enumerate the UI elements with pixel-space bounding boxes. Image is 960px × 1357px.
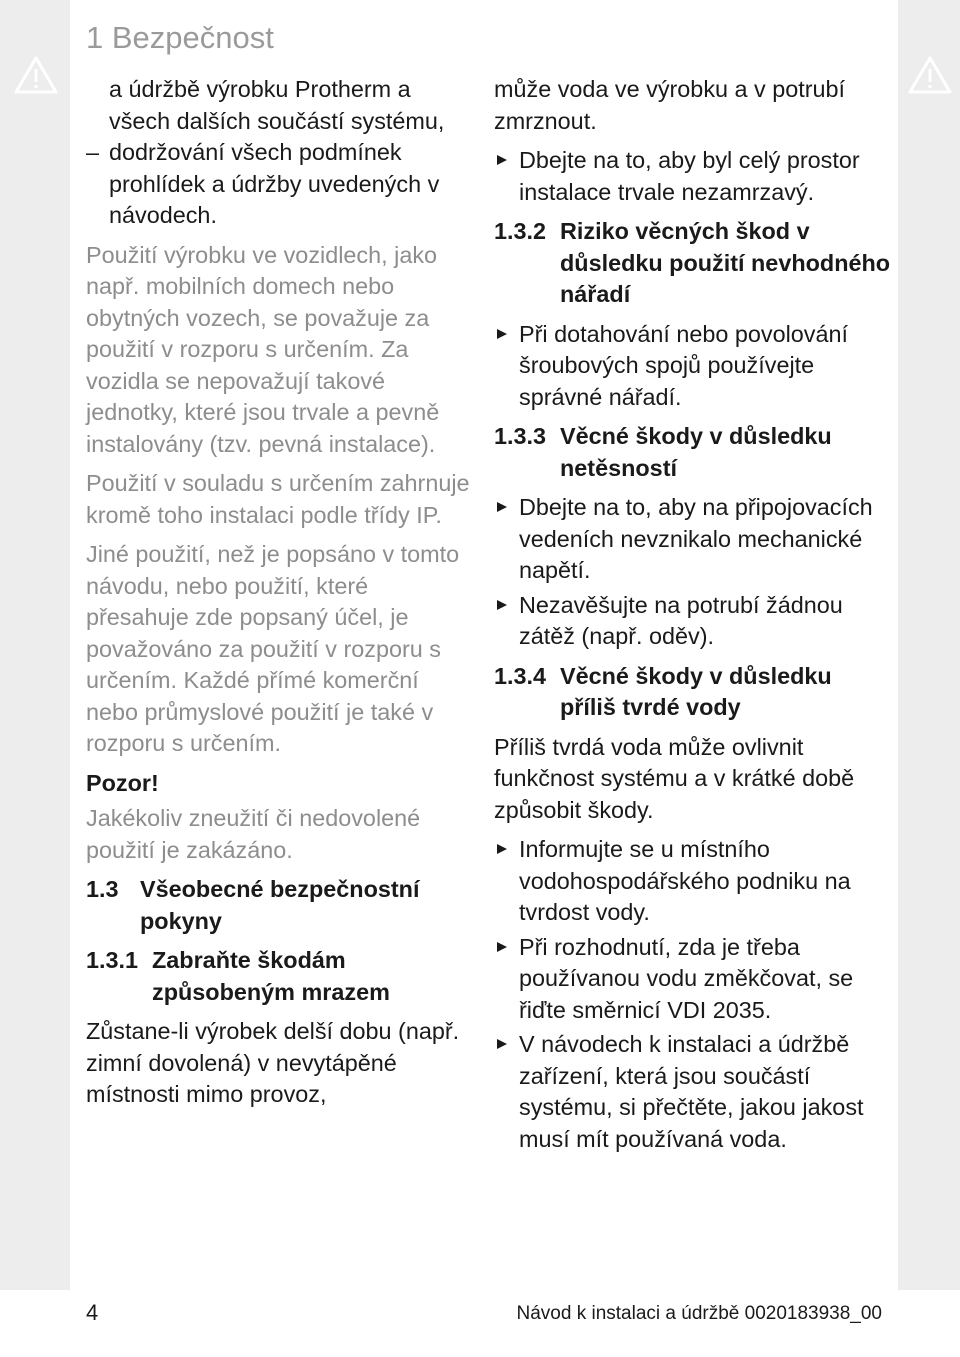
section-heading-1-3-4 [494, 661, 894, 724]
paragraph-frost-continued: může voda ve výrobku a v potrubí zmrznout. [494, 76, 846, 134]
instruction-step [494, 932, 894, 1027]
section-number: 1.3.4 [494, 662, 547, 689]
arrow-icon [494, 932, 519, 1027]
section-number: 1.3.3 [494, 423, 547, 449]
step-text: Při dotahování nebo povolování šroubových spojů používejte správné nářadí. [519, 320, 849, 410]
list-item-continuation: a údržbě výrobku Protherm a všech dalších součástí systému, [109, 76, 445, 134]
instruction-step [494, 492, 894, 587]
arrow-icon [494, 834, 519, 929]
arrow-icon [494, 319, 519, 414]
arrow-icon [494, 1029, 519, 1155]
instruction-step [494, 1029, 894, 1155]
arrow-icon [494, 492, 519, 587]
paragraph-vehicles: Použití výrobku ve vozidlech, jako např. mobilních domech nebo obytných vozech, se považuje za použití v rozporu s určením. Za vozidla se nepovažují takové jednotky, které jsou trvale a pevně instalovány (tzv. pevná instalace). [86, 241, 440, 457]
dash-marker: – [86, 139, 100, 165]
section-number: 1.3.1 [86, 947, 139, 973]
instruction-step [494, 590, 894, 653]
arrow-icon [494, 145, 519, 208]
instruction-step [494, 834, 894, 929]
paragraph-other-use: Jiné použití, než je popsáno v tomto návodu, nebo použití, které přesahuje zde popsaný účel, je považováno za použití v rozporu s určením. Každé přímé komerční nebo průmyslové použití je také v rozporu s určením. [86, 541, 460, 756]
left-column [86, 74, 471, 1119]
section-heading-1-3-1 [86, 945, 471, 1008]
instruction-step [494, 145, 894, 208]
arrow-icon [494, 590, 519, 653]
right-margin-bar [898, 0, 960, 1290]
step-text: Dbejte na to, aby byl celý prostor instalace trvale nezamrzavý. [519, 147, 860, 205]
warning-text: Jakékoliv zneužití či nedovolené použití je zakázáno. [86, 805, 421, 863]
section-title: Věcné škody v důsledku příliš tvrdé vody [560, 662, 832, 720]
section-title: Riziko věcných škod v důsledku použití nevhodného nářadí [560, 218, 891, 307]
section-number: 1.3.2 [494, 218, 547, 244]
left-margin-bar [0, 0, 70, 1290]
warning-label: Pozor! [86, 769, 159, 796]
step-text: Nezavěšujte na potrubí žádnou zátěž (např. oděv). [519, 591, 843, 649]
paragraph-hard-water: Příliš tvrdá voda může ovlivnit funkčnost systému a v krátké době způsobit škody. [494, 733, 855, 823]
warning-triangle-icon [14, 56, 58, 94]
section-title: Věcné škody v důsledku netěsností [560, 423, 832, 481]
paragraph-ip-class: Použití v souladu s určením zahrnuje kromě toho instalaci podle třídy IP. [86, 470, 470, 528]
section-heading-1-3-2 [494, 216, 894, 311]
section-title: Všeobecné bezpečnostní pokyny [140, 876, 420, 934]
section-heading-1-3-3 [494, 421, 894, 484]
list-item-text: dodržování všech podmínek prohlídek a údržby uvedených v návodech. [109, 139, 440, 228]
section-number: 1.3 [86, 876, 119, 902]
page-number: 4 [86, 1300, 99, 1325]
step-text: Dbejte na to, aby na připojovacích vedeních nevznikalo mechanické napětí. [519, 494, 873, 583]
document-reference: Návod k instalaci a údržbě 0020183938_00 [516, 1303, 882, 1324]
instruction-step [494, 319, 894, 414]
step-text: Při rozhodnutí, zda je třeba používanou vodu změkčovat, se řiďte směrnicí VDI 2035. [519, 933, 854, 1023]
list-item [86, 137, 471, 232]
warning-triangle-icon [908, 56, 952, 94]
chapter-title: 1 Bezpečnost [86, 20, 274, 55]
section-heading-1-3 [86, 874, 471, 937]
step-text: V návodech k instalaci a údržbě zařízení, která jsou součástí systému, si přečtěte, jakou jakost musí mít používaná voda. [519, 1031, 864, 1152]
paragraph-frost: Zůstane-li výrobek delší dobu (např. zimní dovolená) v nevytápěné místnosti mimo provoz, [86, 1018, 460, 1107]
right-column [494, 74, 894, 1158]
step-text: Informujte se u místního vodohospodářského podniku na tvrdost vody. [519, 836, 851, 925]
section-title: Zabraňte škodám způsobeným mrazem [152, 947, 390, 1005]
